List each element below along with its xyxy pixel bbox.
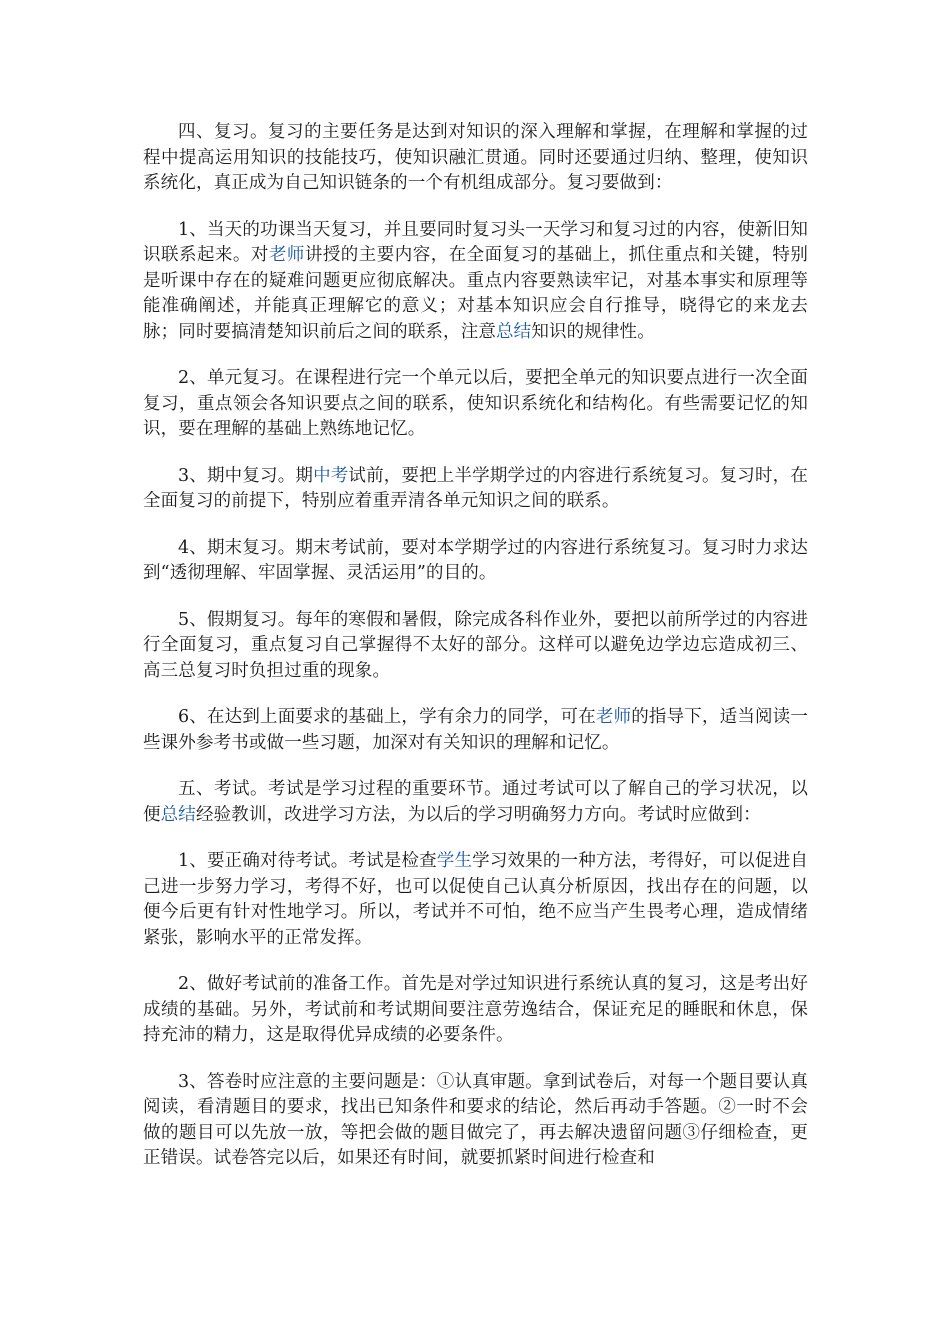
paragraph-text: 学习效果的一种方法，考得好，可以促进自己进一步努力学习，考得不好，也可以促使自己认真分析原因，找出存在的问题，以便今后更有针对性地学习。所以，考试并不可怕，绝不应当产生畏考心理，造成情绪紧张，影响水平的正常发挥。 — [143, 851, 808, 948]
paragraph — [143, 218, 808, 346]
paragraph — [143, 1070, 808, 1172]
keyword-link[interactable]: 老师 — [268, 245, 305, 265]
keyword-link[interactable]: 学生 — [436, 851, 473, 871]
paragraph-text: 3、期中复习。期 — [178, 465, 314, 486]
paragraph-text: 五、考试。考试是学习过程的重要环节。通过考试可以了解自己的学习状况，以便 — [143, 779, 808, 825]
paragraph-text: 4、期末复习。期末考试前，要对本学期学过的内容进行系统复习。复习时力求达到“透彻理解、牢固掌握、灵活运用”的目的。 — [143, 537, 808, 583]
paragraph — [143, 608, 808, 685]
paragraph-text: 讲授的主要内容，在全面复习的基础上，抓住重点和关键，特别是听课中存在的疑难问题更应彻底解决。重点内容要熟读牢记，对基本事实和原理等能准确阐述，并能真正理解它的意义；对基本知识应会自行推导，晓得它的来龙去脉；同时要搞清楚知识前后之间的联系，注意 — [143, 245, 808, 342]
paragraph — [143, 777, 808, 828]
paragraph-text: 1、当天的功课当天复习，并且要同时复习头一天学习和复习过的内容，使新旧知识联系起来。对 — [143, 219, 808, 265]
paragraph-text: 经验教训，改进学习方法，为以后的学习明确努力方向。考试时应做到： — [195, 804, 761, 825]
paragraph — [143, 536, 808, 587]
keyword-link[interactable]: 总结 — [160, 804, 196, 825]
paragraph — [143, 120, 808, 197]
paragraph-text: 6、在达到上面要求的基础上，学有余力的同学，可在 — [178, 707, 596, 727]
paragraph-text: 知识的规律性。 — [531, 321, 655, 342]
paragraph-text: 3、答卷时应注意的主要问题是：①认真审题。拿到试卷后，对每一个题目要认真阅读，看清题目的要求，找出已知条件和要求的结论，然后再动手答题。②一时不会做的题目可以先放一放，等把会做的题目做完了，再去解决遗留问题③仔细检查，更正错误。试卷答完以后，如果还有时间，就要抓紧时间进行检查和 — [143, 1071, 808, 1168]
keyword-link[interactable]: 总结 — [496, 321, 532, 342]
keyword-link[interactable]: 中考 — [313, 465, 349, 486]
paragraph-text: 四、复习。复习的主要任务是达到对知识的深入理解和掌握，在理解和掌握的过程中提高运用知识的技能技巧，使知识融汇贯通。同时还要通过归纳、整理，使知识系统化，真正成为自己知识链条的一个有机组成部分。复习要做到： — [143, 122, 808, 193]
paragraph — [143, 366, 808, 443]
paragraph-text: 的指导下，适当阅读一些课外参考书或做一些习题，加深对有关知识的理解和记忆。 — [143, 707, 808, 753]
paragraph-text: 5、假期复习。每年的寒假和暑假，除完成各科作业外，要把以前所学过的内容进行全面复习，重点复习自己掌握得不太好的部分。这样可以避免边学边忘造成初三、高三总复习时负担过重的现象。 — [143, 609, 808, 681]
paragraph-text: 2、做好考试前的准备工作。首先是对学过知识进行系统认真的复习，这是考出好成绩的基础。另外，考试前和考试期间要注意劳逸结合，保证充足的睡眠和休息，保持充沛的精力，这是取得优异成绩的必要条件。 — [143, 974, 808, 1045]
keyword-link[interactable]: 老师 — [595, 707, 632, 727]
paragraph — [143, 464, 808, 515]
paragraph — [143, 849, 808, 951]
paragraph — [143, 705, 808, 756]
paragraph-text: 1、要正确对待考试。考试是检查 — [178, 851, 437, 871]
paragraph-text: 2、单元复习。在课程进行完一个单元以后，要把全单元的知识要点进行一次全面复习，重点领会各知识要点之间的联系，使知识系统化和结构化。有些需要记忆的知识，要在理解的基础上熟练地记忆。 — [143, 368, 808, 439]
document-body — [143, 120, 808, 1193]
paragraph-text: 试前，要把上半学期学过的内容进行系统复习。复习时，在全面复习的前提下，特别应着重弄清各单元知识之间的联系。 — [143, 465, 808, 511]
paragraph — [143, 972, 808, 1049]
